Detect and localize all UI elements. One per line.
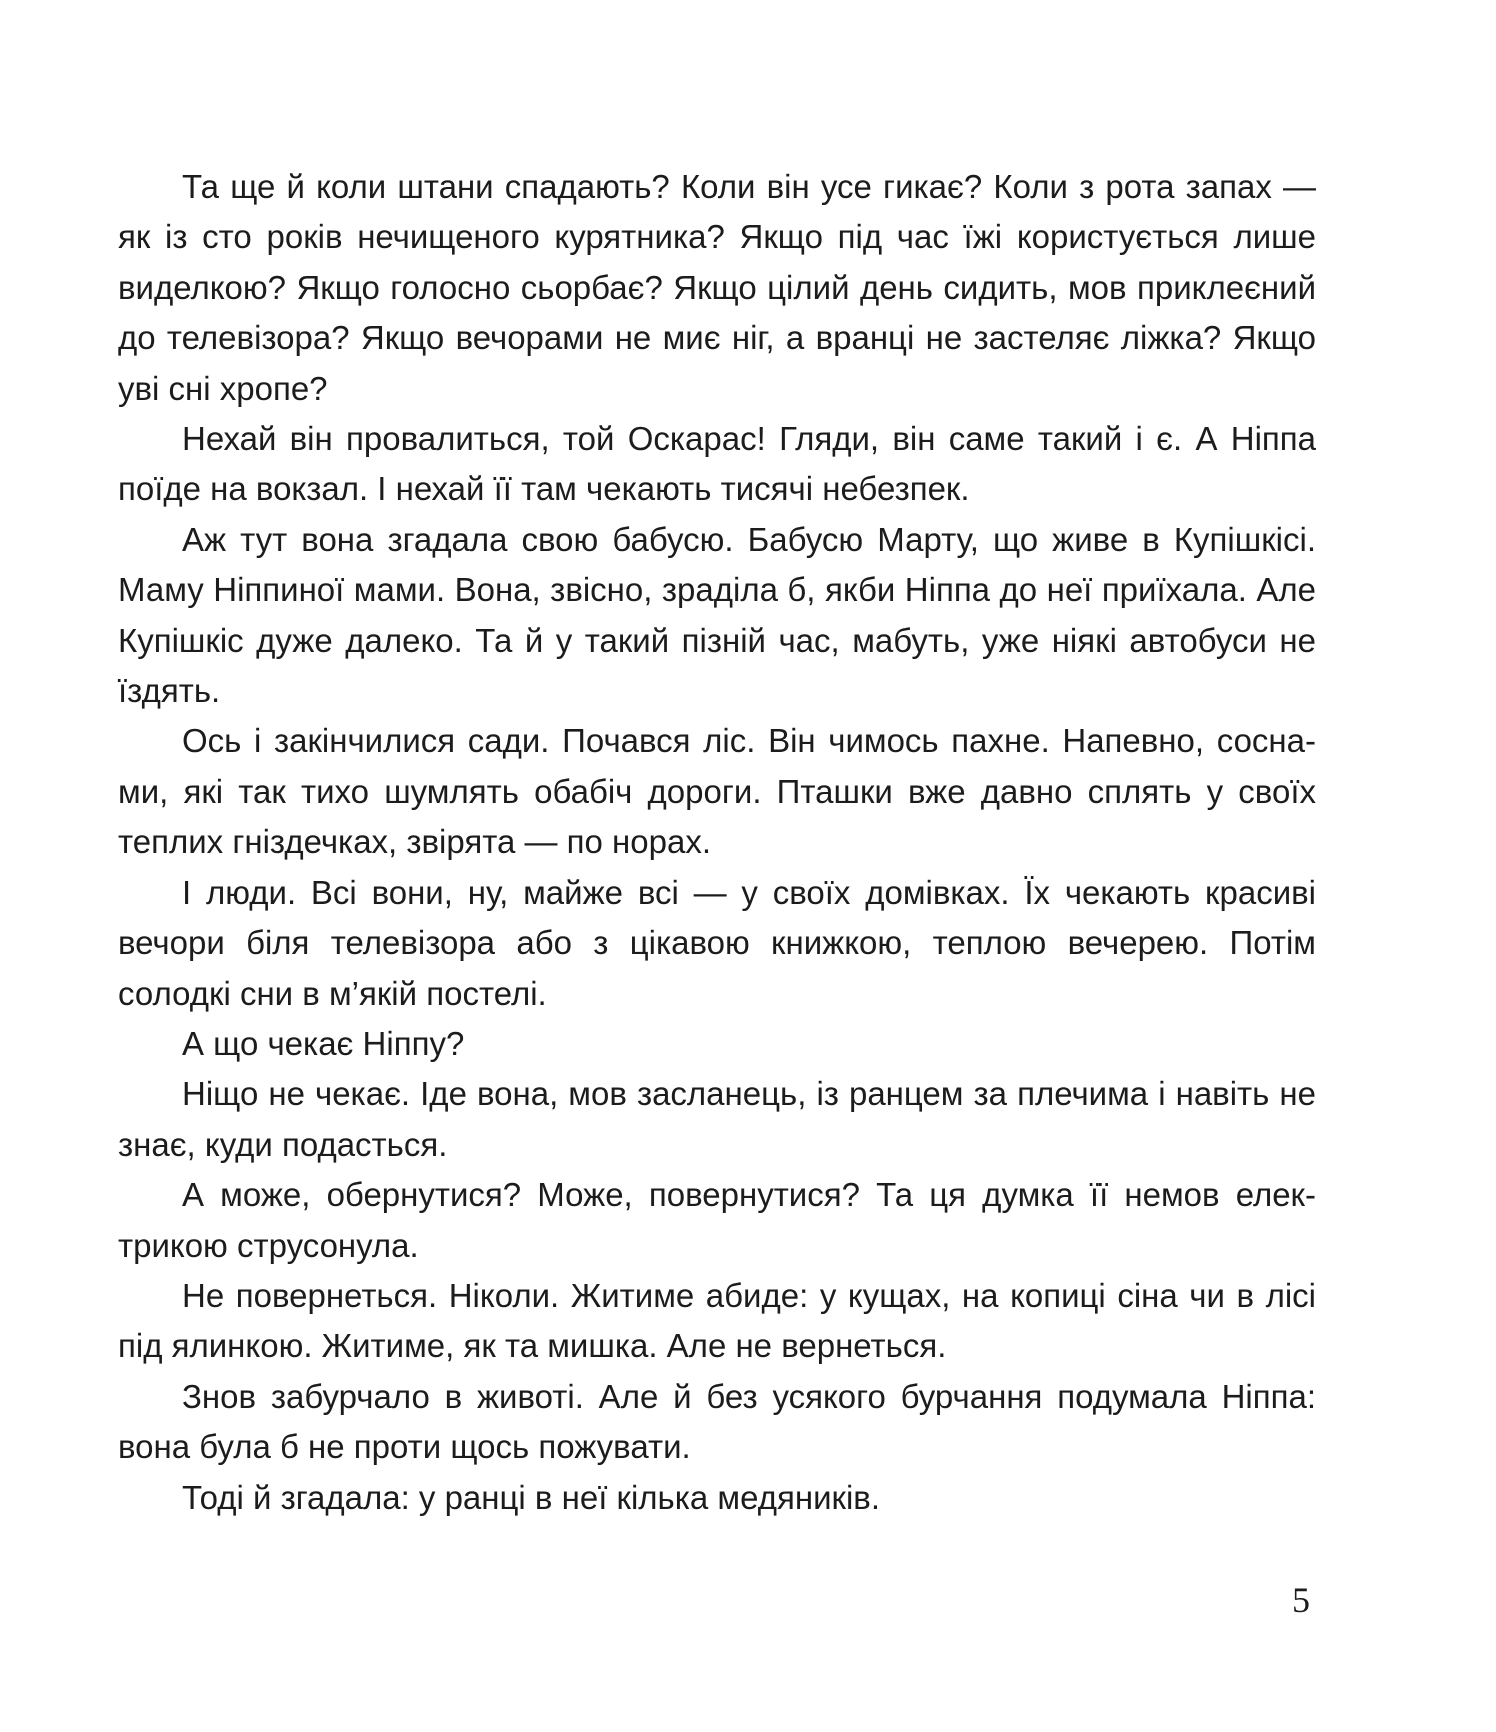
paragraph: Знов забурчало в животі. Але й без усякого бурчання подумала Ніппа: вона була б не проти щось пожувати. — [118, 1377, 1316, 1466]
paragraph: Не повернеться. Ніколи. Житиме абиде: у кущах, на копиці сіна чи в лісі під ялинкою. Житиме, як та мишка. Але не вернеться. — [118, 1276, 1316, 1365]
paragraph: Та ще й коли штани спадають? Коли він усе гикає? Коли з рота запах — як із сто років нечищеного курятника? Якщо під час їжі користується лише виделкою? Якщо голосно сьорбає? Якщо цілий день сидить, мов приклеєний до телевізора? Якщо вечорами не миє ніг, а вранці не застеляє ліжка? Якщо уві сні хропе? — [118, 168, 1316, 407]
page-number: 5 — [1292, 1580, 1310, 1620]
body-text — [118, 162, 1316, 1523]
paragraph: А що чекає Ніппу? — [182, 1024, 465, 1062]
paragraph: Нехай він провалиться, той Оскарас! Гляди, він саме такий і є. А Ніппа поїде на вокзал. І нехай її там чекають тисячі небезпек. — [118, 420, 1316, 508]
paragraph: Тоді й згадала: у ранці в неї кілька медяників. — [182, 1478, 880, 1516]
paragraph: Аж тут вона згадала свою бабусю. Бабусю Марту, що живе в Купішкісі. Маму Ніппиної мами. Вона, звісно, зраділа б, якби Ніппа до неї приїхала. Але Купішкіс дуже далеко. Та й у такий пізній час, мабуть, уже ніякі автобуси не їздять. — [118, 520, 1316, 710]
paragraph: Ніщо не чекає. Іде вона, мов засланець, із ранцем за плечима і навіть не знає, куди подасться. — [118, 1075, 1316, 1163]
paragraph: А може, обернутися? Може, повернутися? Та ця думка її немов електрикою струсонула. — [118, 1176, 1316, 1264]
paragraph: Ось і закінчилися сади. Почався ліс. Він чимось пахне. Напевно, соснами, які так тихо шумлять обабіч дороги. Пташки вже давно сплять у своїх теплих гніздечках, звірята — по норах. — [118, 722, 1316, 861]
paragraph: І люди. Всі вони, ну, майже всі — у своїх домівках. Їх чекають красиві вечори біля телевізора або з цікавою книжкою, теплою вечерею. Потім солодкі сни в м’якій постелі. — [118, 873, 1316, 1012]
